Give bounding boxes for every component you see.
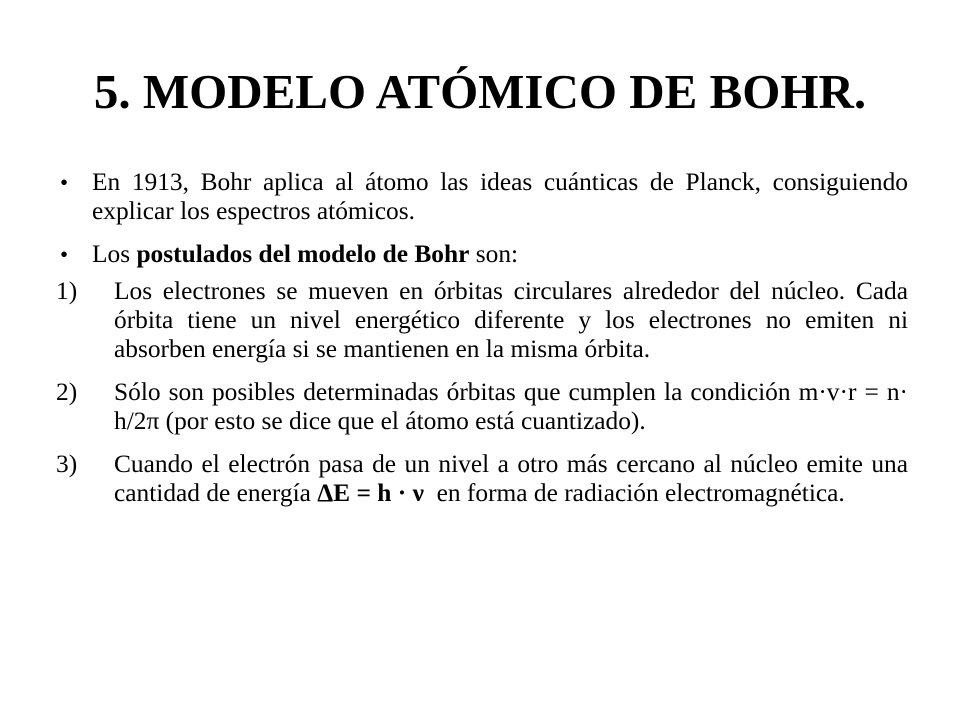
postulate-number: 3)	[56, 450, 78, 478]
quantization-formula: m·v·r = n· h/2π	[114, 378, 908, 435]
slide-content	[56, 168, 908, 508]
bullet-text: Los	[92, 240, 137, 268]
postulate-number: 2)	[56, 378, 78, 406]
postulate-text: Sólo son posibles determinadas órbitas que cumplen la condición	[114, 378, 799, 406]
bullet-text: En 1913, Bohr aplica al átomo las ideas cuánticas de Planck, consiguiendo explicar los espectros atómicos.	[92, 168, 908, 225]
bullet-text-end: son:	[469, 240, 519, 268]
bullet-item-2	[56, 240, 908, 269]
postulate-item-2	[56, 378, 908, 436]
slide-title: 5. MODELO ATÓMICO DE BOHR.	[93, 64, 867, 119]
bullet-marker: •	[60, 170, 69, 195]
postulate-text: Los electrones se mueven en órbitas circulares alrededor del núcleo. Cada órbita tiene un nivel energético diferente y los electrones no emiten ni absorben energía si se mantienen en la misma órbita.	[114, 277, 908, 363]
postulate-text-end: en forma de radiación electromagnética.	[423, 479, 845, 507]
postulate-text-end: (por esto se dice que el átomo está cuantizado).	[159, 407, 646, 435]
postulate-number: 1)	[56, 277, 78, 305]
bullet-marker: •	[60, 242, 69, 267]
energy-formula: ΔE = h · ν	[317, 479, 424, 507]
bullet-item-1	[56, 168, 908, 226]
postulate-item-3	[56, 450, 908, 508]
postulate-text: Cuando el electrón pasa de un nivel a otro más cercano al núcleo emite una cantidad de energía	[114, 450, 908, 507]
postulate-item-1	[56, 277, 908, 364]
bullet-bold-text: postulados del modelo de Bohr	[136, 240, 470, 268]
